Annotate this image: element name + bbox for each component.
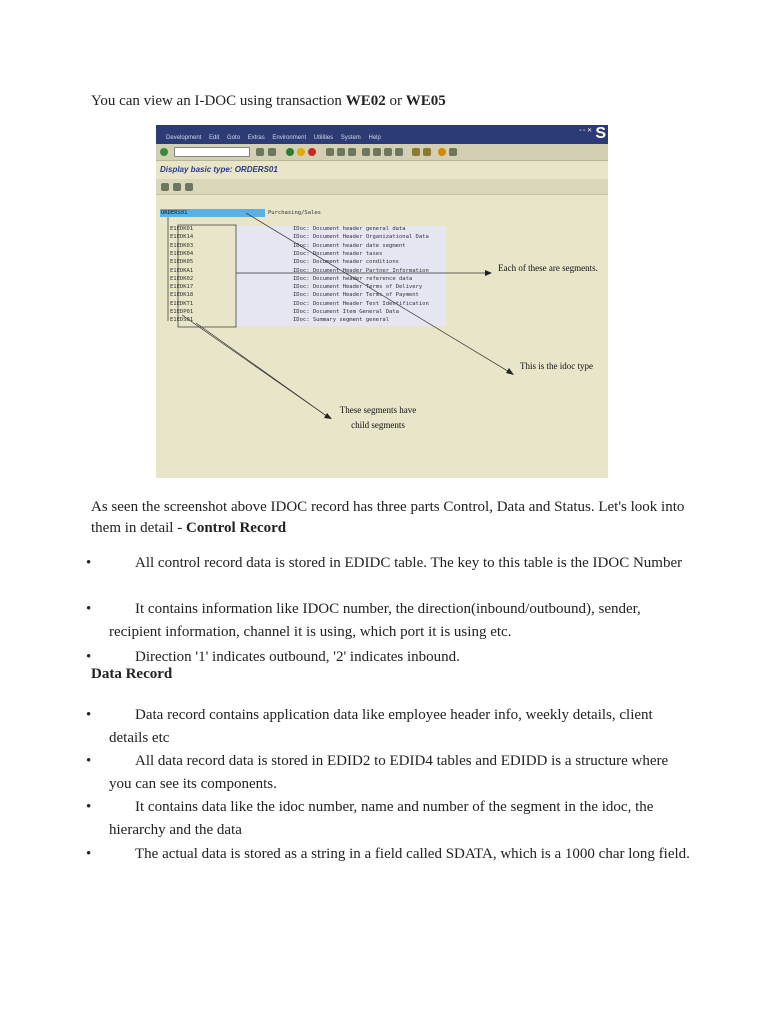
transaction-we02: WE02 bbox=[345, 93, 386, 109]
bullet-icon: • bbox=[86, 649, 92, 665]
window-buttons-icon: ▫ ▫ ✕ bbox=[579, 128, 592, 134]
segment-description: IDoc: Document header date segment bbox=[293, 242, 406, 249]
bullet-text: All control record data is stored in EDIDC table. The key to this table is the IDOC Number bbox=[135, 555, 683, 571]
segment-description: IDoc: Document Header Terms of Payment bbox=[293, 292, 419, 299]
segment-name: E1EDK14 bbox=[170, 234, 194, 241]
annotation-idoc-type: This is the idoc type bbox=[520, 361, 593, 371]
root-description: Purchasing/Sales bbox=[268, 210, 321, 216]
data-record-heading: Data Record bbox=[91, 666, 173, 682]
bullet-icon: • bbox=[86, 555, 92, 571]
intro-paragraph bbox=[91, 497, 691, 539]
segment-name: E1EDS01 bbox=[170, 317, 194, 324]
segment-description: IDoc: Document header reference data bbox=[293, 275, 413, 282]
control-record-heading: Control Record bbox=[185, 520, 287, 536]
bullet-icon: • bbox=[86, 601, 92, 617]
root-idoc-type: ORDERS01 bbox=[161, 210, 188, 216]
segment-name: E1EDK01 bbox=[170, 226, 194, 232]
segment-description: IDoc: Document header conditions bbox=[293, 259, 399, 266]
annotation-segments: Each of these are segments. bbox=[498, 263, 598, 273]
segment-description: IDoc: Summary segment general bbox=[293, 317, 390, 324]
sap-screen-title: Display basic type: ORDERS01 bbox=[160, 165, 278, 174]
bullet-text: All data record data is stored in EDID2 to EDID4 tables and EDIDD is a structure where you can see its components. bbox=[109, 753, 669, 792]
menu-help: Help bbox=[368, 135, 381, 141]
menu-extras: Extras bbox=[247, 135, 265, 141]
segment-description: IDoc: Document Header Terms of Delivery bbox=[293, 284, 423, 291]
intro-line bbox=[91, 93, 446, 110]
bullet-icon: • bbox=[86, 799, 92, 815]
bullet-text: It contains data like the idoc number, name and number of the segment in the idoc, the hierarchy and the data bbox=[109, 799, 654, 838]
menu-utilities: Utilities bbox=[313, 135, 334, 141]
segment-name: E1EDK18 bbox=[170, 292, 194, 299]
segment-description: IDoc: Document Header Text Identification bbox=[293, 300, 429, 307]
segment-name: E1EDK02 bbox=[170, 275, 194, 282]
intro-text: You can view an I-DOC using transaction bbox=[91, 93, 346, 109]
segment-description: IDoc: Document header taxes bbox=[293, 250, 383, 257]
bullet-item bbox=[86, 552, 691, 575]
segment-name: E1EDK05 bbox=[170, 259, 194, 266]
bullet-icon: • bbox=[86, 753, 92, 769]
bullet-icon: • bbox=[86, 846, 92, 862]
segment-description: IDoc: Document header general data bbox=[293, 226, 406, 232]
menu-development: Development bbox=[166, 135, 202, 141]
annotation-child-segments: These segments have child segments bbox=[339, 405, 417, 430]
segment-description: IDoc: Document Header Partner Information bbox=[293, 267, 429, 274]
sap-screenshot bbox=[156, 125, 608, 478]
menu-environment: Environment bbox=[272, 135, 307, 141]
segment-description: IDoc: Document Header Organizational Data bbox=[293, 234, 429, 241]
bullet-item bbox=[86, 750, 691, 796]
segment-name: E1EDK04 bbox=[170, 250, 194, 257]
bullet-item bbox=[86, 843, 691, 866]
bullet-text: The actual data is stored as a string in a field called SDATA, which is a 1000 char long field. bbox=[135, 846, 690, 862]
segment-name: E1EDKT1 bbox=[170, 300, 194, 307]
menu-edit: Edit bbox=[209, 135, 220, 141]
segment-name: E1EDKA1 bbox=[170, 267, 194, 274]
bullet-text: Direction '1' indicates outbound, '2' indicates inbound. bbox=[135, 649, 460, 665]
menu-system: System bbox=[340, 135, 361, 141]
bullet-item bbox=[86, 704, 691, 750]
intro-or: or bbox=[385, 93, 406, 109]
bullet-text: Data record contains application data like employee header info, weekly details, client details etc bbox=[109, 707, 653, 746]
paragraph-text: As seen the screenshot above IDOC record has three parts Control, Data and Status. Let's look into them in detail - bbox=[91, 499, 685, 536]
bullet-icon: • bbox=[86, 707, 92, 723]
transaction-we05: WE05 bbox=[405, 93, 446, 109]
segment-name: E1EDK03 bbox=[170, 242, 194, 249]
sap-logo: S bbox=[595, 125, 606, 142]
bullet-text: It contains information like IDOC number, the direction(inbound/outbound), sender, recipient information, channel it is using, which port it is using etc. bbox=[109, 601, 641, 640]
segment-name: E1EDK17 bbox=[170, 284, 194, 291]
segment-name: E1EDP01 bbox=[170, 309, 194, 315]
bullet-item bbox=[86, 796, 691, 842]
segment-description: IDoc: Document Item General Data bbox=[293, 309, 399, 315]
bullet-item bbox=[86, 598, 691, 644]
menu-goto: Goto bbox=[227, 135, 241, 141]
bullet-item bbox=[86, 646, 691, 669]
